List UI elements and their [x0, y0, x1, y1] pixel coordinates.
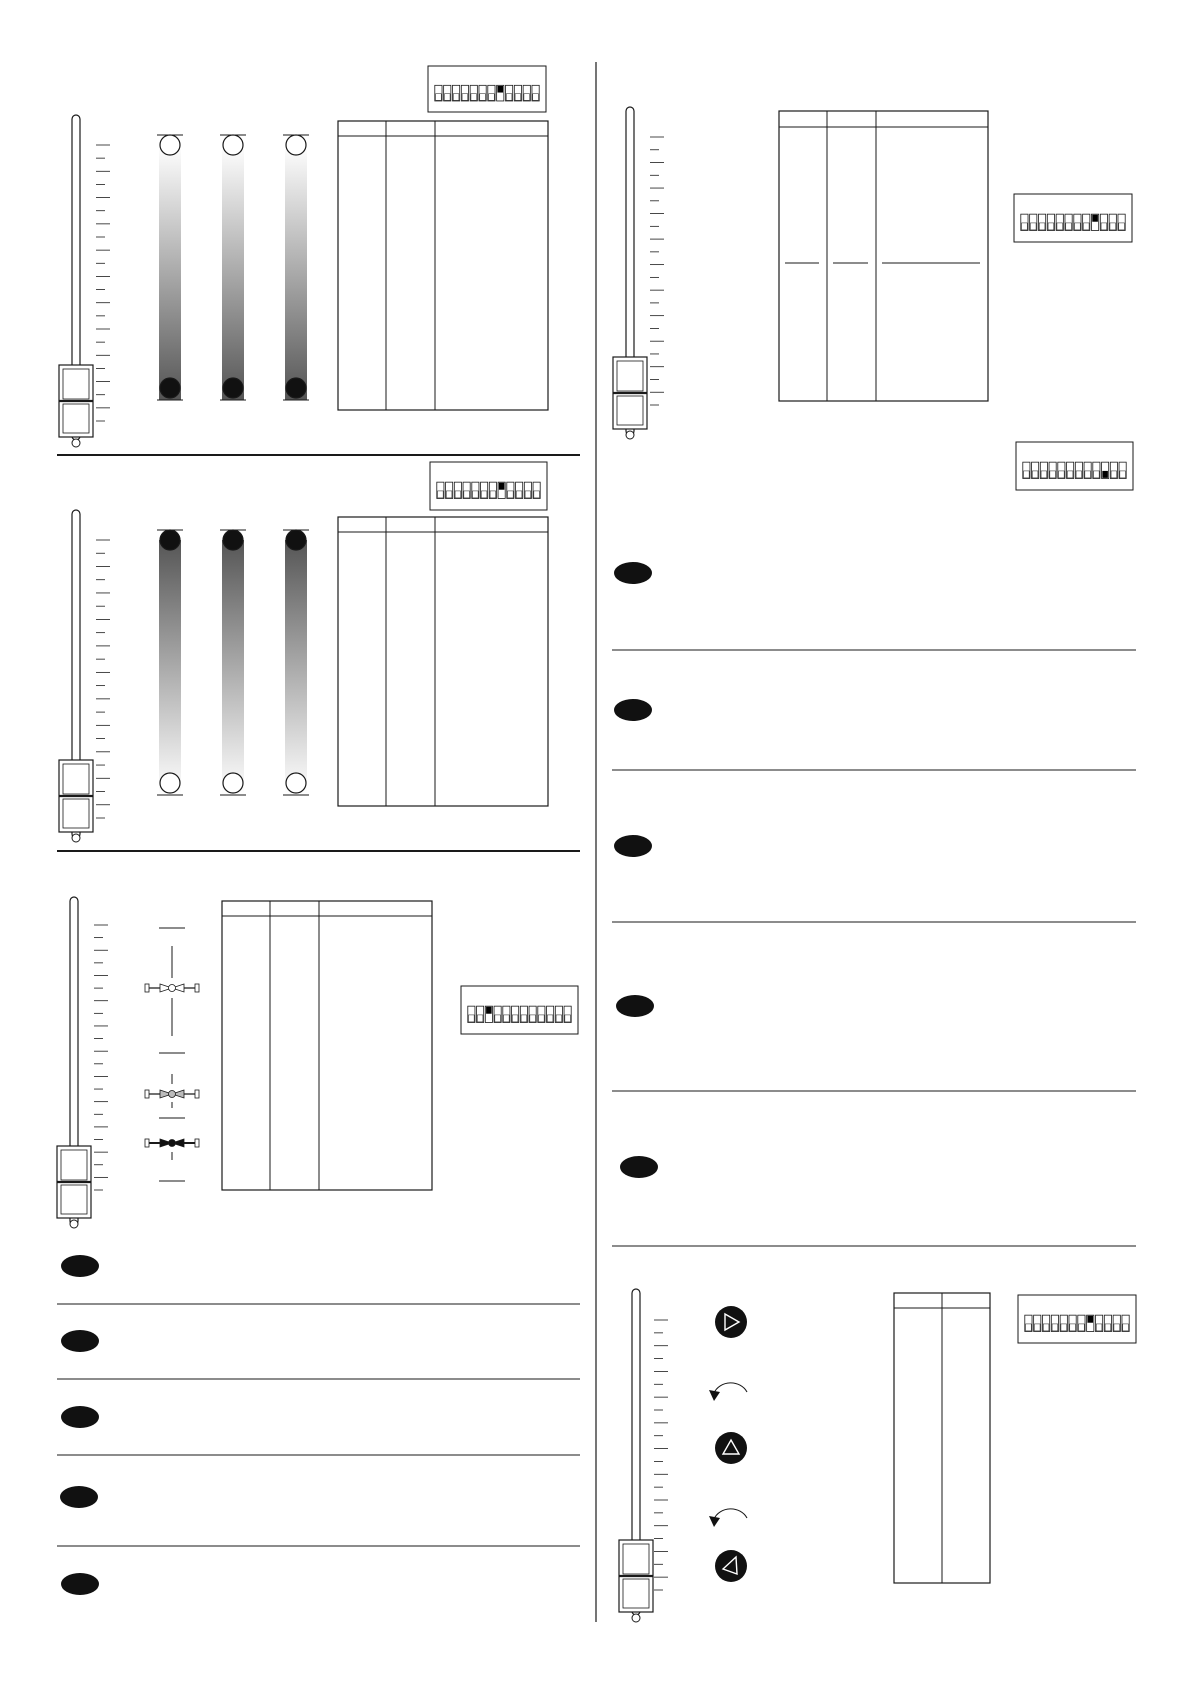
level-indicator [160, 135, 180, 155]
gradient-bars-fade-out [157, 530, 309, 795]
step-badge [61, 1330, 99, 1352]
shutter-pivot [169, 985, 176, 992]
level-indicator [223, 530, 243, 550]
dip-switch-panel-3 [461, 986, 578, 1034]
value-table-3 [222, 901, 432, 1190]
dip-switch-lever [539, 1015, 545, 1022]
dip-switch-lever [1070, 1324, 1076, 1331]
step-badge [614, 562, 652, 584]
dip-switch-lever [508, 491, 514, 498]
dip-switch-lever [1083, 223, 1089, 230]
dip-switch-lever [1052, 1324, 1058, 1331]
shutter-pivot [169, 1091, 176, 1098]
dip-switch-lever [444, 94, 450, 101]
step-badge [61, 1255, 99, 1277]
dip-switch-on [497, 86, 503, 93]
dip-switch-lever [462, 94, 468, 101]
dip-switch-lever [1110, 223, 1116, 230]
dip-switch-lever [1034, 1324, 1040, 1331]
level-indicator [223, 135, 243, 155]
dip-switch-panel-5 [1016, 442, 1133, 490]
dip-switch-on [1092, 215, 1098, 222]
rotate-ccw-icon [709, 1509, 747, 1527]
shutter-end [145, 1090, 149, 1098]
dip-switch-lever [1041, 471, 1047, 478]
step-badge [616, 995, 654, 1017]
fader-section-3 [57, 897, 108, 1228]
dip-switch-lever [556, 1015, 562, 1022]
dip-switch-lever [512, 1015, 518, 1022]
shutter-pivot [169, 1140, 176, 1147]
dip-switch-lever [1067, 471, 1073, 478]
dip-switch-lever [1059, 471, 1065, 478]
table-frame [338, 517, 548, 806]
step-badge [60, 1486, 98, 1508]
dip-switch-panel-6 [1018, 1295, 1136, 1343]
dip-switch-on [1102, 471, 1108, 478]
dip-switch-lever [1120, 471, 1126, 478]
dip-switch-panel-1 [428, 66, 546, 112]
dip-switch-lever [504, 1015, 510, 1022]
rotate-arrowhead [709, 1516, 720, 1527]
fader-end-cap [70, 1220, 78, 1228]
rotate-arrowhead [709, 1390, 720, 1401]
shutter-end [145, 1139, 149, 1147]
dip-switch-lever [453, 94, 459, 101]
gradient-bar [222, 145, 244, 400]
dip-switch-lever [1061, 1324, 1067, 1331]
value-table-1 [338, 121, 548, 410]
step-badge [61, 1573, 99, 1595]
dip-switch-panel-2 [430, 462, 547, 510]
dip-switch-lever [1022, 223, 1028, 230]
table-frame [338, 121, 548, 410]
value-table-5 [894, 1293, 990, 1583]
dip-switch-lever [1026, 1324, 1032, 1331]
dip-switch-lever [515, 94, 521, 101]
value-table-4 [779, 111, 988, 401]
dip-switch-lever [455, 491, 461, 498]
dip-switch-lever [1119, 223, 1125, 230]
dip-switch-lever [464, 491, 470, 498]
dip-switch-panel-4 [1014, 194, 1132, 242]
gradient-bar [159, 540, 181, 795]
shutter-end [195, 984, 199, 992]
dip-switch-lever [525, 491, 531, 498]
dip-switch-lever [1032, 471, 1038, 478]
fader-end-cap [72, 834, 80, 842]
dip-switch-on [486, 1007, 492, 1014]
gradient-bar [285, 145, 307, 400]
dip-switch-lever [446, 491, 452, 498]
dip-switch-lever [1111, 471, 1117, 478]
gradient-bar [285, 540, 307, 795]
dip-switch-lever [521, 1015, 527, 1022]
step-badge [614, 835, 652, 857]
dip-switch-lever [530, 1015, 536, 1022]
table-frame [222, 901, 432, 1190]
dip-switch-lever [1079, 1324, 1085, 1331]
dip-switch-lever [533, 94, 539, 101]
level-indicator [286, 135, 306, 155]
level-indicator [286, 773, 306, 793]
table-frame [779, 111, 988, 401]
dip-switch-lever [1057, 223, 1063, 230]
play-right-icon [715, 1306, 747, 1338]
fader-section-1 [59, 115, 110, 447]
rotate-arc [714, 1509, 747, 1519]
fader-end-cap [72, 439, 80, 447]
dip-switch-lever [1043, 1324, 1049, 1331]
dip-switch-lever [1123, 1324, 1129, 1331]
dip-switch-lever [1114, 1324, 1120, 1331]
value-table-2 [338, 517, 548, 806]
dip-switch-lever [1048, 223, 1054, 230]
dip-switch-lever [1039, 223, 1045, 230]
dip-switch-lever [1105, 1324, 1111, 1331]
dip-switch-lever [506, 94, 512, 101]
dip-switch-lever [547, 1015, 553, 1022]
shutter-end [195, 1090, 199, 1098]
dip-switch-lever [481, 491, 487, 498]
dip-switch-lever [1076, 471, 1082, 478]
dip-switch-lever [1050, 471, 1056, 478]
dip-switch-lever [1094, 471, 1100, 478]
dip-switch-lever [1096, 1324, 1102, 1331]
dip-switch-lever [477, 1015, 483, 1022]
dip-switch-lever [1024, 471, 1030, 478]
dip-switch-lever [438, 491, 444, 498]
step-badge [614, 699, 652, 721]
dip-switch-lever [480, 94, 486, 101]
level-indicator [160, 378, 180, 398]
fader-section-5 [619, 1289, 668, 1622]
level-indicator [223, 378, 243, 398]
level-indicator [286, 378, 306, 398]
dip-switch-on [1087, 1316, 1093, 1323]
dip-switch-lever [471, 94, 477, 101]
level-indicator [223, 773, 243, 793]
rotate-ccw-icon [709, 1383, 747, 1401]
dip-switch-lever [489, 94, 495, 101]
rotate-arc [714, 1383, 747, 1393]
triangle-up-icon [715, 1432, 747, 1464]
section-dividers [57, 62, 1136, 1622]
dip-switch-lever [516, 491, 522, 498]
dip-switch-lever [473, 491, 479, 498]
dip-switch-lever [534, 491, 540, 498]
dip-switch-lever [469, 1015, 475, 1022]
level-indicator [160, 530, 180, 550]
step-badge [620, 1156, 658, 1178]
dip-switch-lever [524, 94, 530, 101]
fader-end-cap [626, 431, 634, 439]
fader-section-4 [613, 107, 664, 439]
gradient-bar [222, 540, 244, 795]
shutter-end [145, 984, 149, 992]
shutter-icon [145, 928, 199, 1181]
dip-switch-lever [1075, 223, 1081, 230]
gradient-bars-fade-in [157, 135, 309, 400]
dip-switch-lever [495, 1015, 501, 1022]
level-indicator [160, 773, 180, 793]
gradient-bar [159, 145, 181, 400]
shutter-end [195, 1139, 199, 1147]
level-indicator [286, 530, 306, 550]
dip-switch-lever [1066, 223, 1072, 230]
dip-switch-lever [1085, 471, 1091, 478]
fader-section-2 [59, 510, 110, 842]
dip-switch-lever [490, 491, 496, 498]
triangle-left-icon [715, 1550, 747, 1582]
fader-end-cap [632, 1614, 640, 1622]
dip-switch-on [499, 483, 505, 490]
dip-switch-lever [1030, 223, 1036, 230]
dip-switch-lever [1101, 223, 1107, 230]
dip-switch-lever [565, 1015, 571, 1022]
dip-switch-lever [436, 94, 442, 101]
step-badge [61, 1406, 99, 1428]
